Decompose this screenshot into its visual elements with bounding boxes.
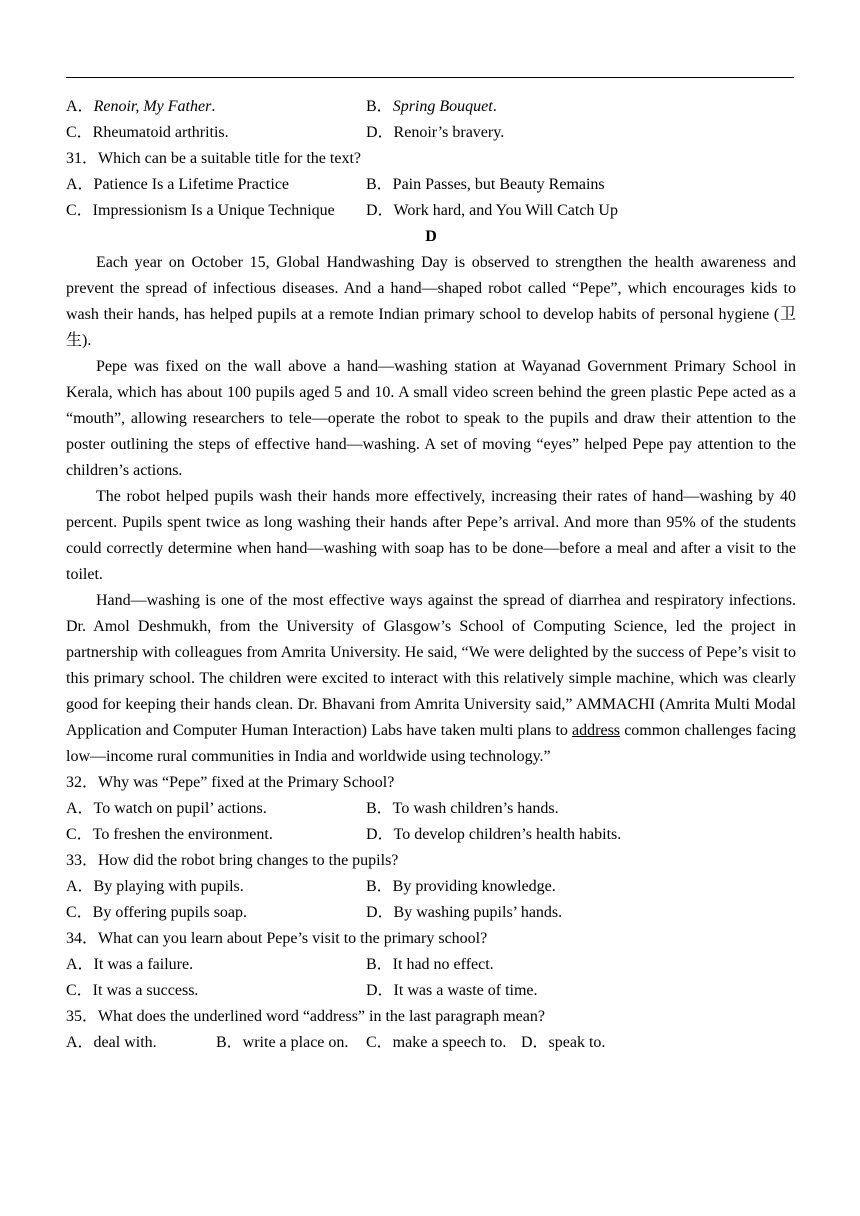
option-text: Renoir, My Father [93, 98, 212, 115]
q30-options-row-2 [66, 120, 796, 146]
q35-option-d[interactable]: D．speak to. [521, 1034, 606, 1051]
underlined-word: address [572, 722, 621, 739]
q31-question: 31．Which can be a suitable title for the text? [66, 150, 362, 167]
q30-option-c[interactable]: C．Rheumatoid arthritis. [66, 124, 229, 141]
q33-option-d[interactable]: D．By washing pupils’ hands. [366, 904, 563, 921]
section-title: D [425, 228, 437, 245]
q35-option-a[interactable]: A．deal with. [66, 1034, 157, 1051]
q32-option-d[interactable]: D．To develop children’s health habits. [366, 826, 622, 843]
q35-question: 35．What does the underlined word “address” in the last paragraph mean? [66, 1008, 545, 1025]
passage-paragraph-3: The robot helped pupils wash their hands more effectively, increasing their rates of hand—washing by 40 percent. Pupils spent twice as long washing their hands after Pepe’s arrival. And more than 95% of the students could correctly determine when hand—washing with soap has to be done—before a meal and after a visit to the toilet. [66, 488, 796, 583]
q33-options-row-1 [66, 874, 796, 900]
q31-option-a[interactable]: A．Patience Is a Lifetime Practice [66, 176, 290, 193]
q31-option-b[interactable]: B．Pain Passes, but Beauty Remains [366, 176, 605, 193]
q33-options-row-2 [66, 900, 796, 926]
q30-option-b[interactable]: B．Spring Bouquet. [366, 98, 497, 115]
q32-options-row-1 [66, 796, 796, 822]
q34-option-b[interactable]: B．It had no effect. [366, 956, 494, 973]
q34-question: 34．What can you learn about Pepe’s visit to the primary school? [66, 930, 488, 947]
option-letter: A． [66, 98, 94, 115]
passage-paragraph-4 [66, 588, 796, 770]
paragraph-text: Hand—washing is one of the most effective ways against the spread of diarrhea and respiratory infections. Dr. Amol Deshmukh, from the University of Glasgow’s School of Computing Science, led the project in partnership with colleagues from Amrita University. He said, “We were delighted by the success of Pepe’s visit to this primary school. The children were excited to interact with this relatively simple machine, which was clearly good for keeping their hands clean. Dr. Bhavani from Amrita University said,” AMMACHI (Amrita Multi Modal Application and Computer Human Interaction) Labs have taken multi plans to [66, 592, 796, 739]
passage-paragraph-1: Each year on October 15, Global Handwashing Day is observed to strengthen the health awareness and prevent the spread of infectious diseases. And a hand—shaped robot called “Pepe”, which encourages kids to wash their hands, has helped pupils at a remote Indian primary school to develop habits of personal hygiene (卫生). [66, 254, 796, 349]
q30-option-d[interactable]: D．Renoir’s bravery. [366, 124, 505, 141]
q30-options-row-1 [66, 94, 796, 120]
q33-option-c[interactable]: C．By offering pupils soap. [66, 904, 248, 921]
q35-options-row [66, 1030, 796, 1056]
q34-options-row-1 [66, 952, 796, 978]
paragraph-text: common challenges facing low—income rural communities in India and worldwide using technology.” [66, 722, 796, 765]
passage-paragraph-2: Pepe was fixed on the wall above a hand—washing station at Wayanad Government Primary School in Kerala, which has about 100 pupils aged 5 and 10. A small video screen behind the green plastic Pepe acted as a “mouth”, allowing researchers to tele—operate the robot to speak to the pupils and draw their attention to the poster outlining the steps of effective hand—washing. A set of moving “eyes” helped Pepe pay attention to the children’s actions. [66, 358, 796, 479]
option-text: Spring Bouquet [392, 98, 493, 115]
q35-option-c[interactable]: C．make a speech to. [366, 1034, 507, 1051]
q32-option-c[interactable]: C．To freshen the environment. [66, 826, 273, 843]
q32-options-row-2 [66, 822, 796, 848]
q31-options-row-2 [66, 198, 796, 224]
q33-option-a[interactable]: A．By playing with pupils. [66, 878, 244, 895]
q32-option-b[interactable]: B．To wash children’s hands. [366, 800, 559, 817]
q33-question: 33．How did the robot bring changes to the pupils? [66, 852, 399, 869]
header-rule [66, 77, 794, 78]
q34-option-c[interactable]: C．It was a success. [66, 982, 199, 999]
q33-option-b[interactable]: B．By providing knowledge. [366, 878, 556, 895]
q34-option-d[interactable]: D．It was a waste of time. [366, 982, 538, 999]
q31-options-row-1 [66, 172, 796, 198]
q34-option-a[interactable]: A．It was a failure. [66, 956, 194, 973]
q32-question: 32．Why was “Pepe” fixed at the Primary School? [66, 774, 395, 791]
q35-option-b[interactable]: B．write a place on. [216, 1034, 349, 1051]
q30-option-a[interactable]: A．Renoir, My Father. [66, 98, 216, 115]
q31-option-c[interactable]: C．Impressionism Is a Unique Technique [66, 202, 335, 219]
q34-options-row-2 [66, 978, 796, 1004]
document-body [66, 94, 796, 1056]
q32-option-a[interactable]: A．To watch on pupil’ actions. [66, 800, 267, 817]
q31-option-d[interactable]: D．Work hard, and You Will Catch Up [366, 202, 618, 219]
option-letter: B． [366, 98, 393, 115]
